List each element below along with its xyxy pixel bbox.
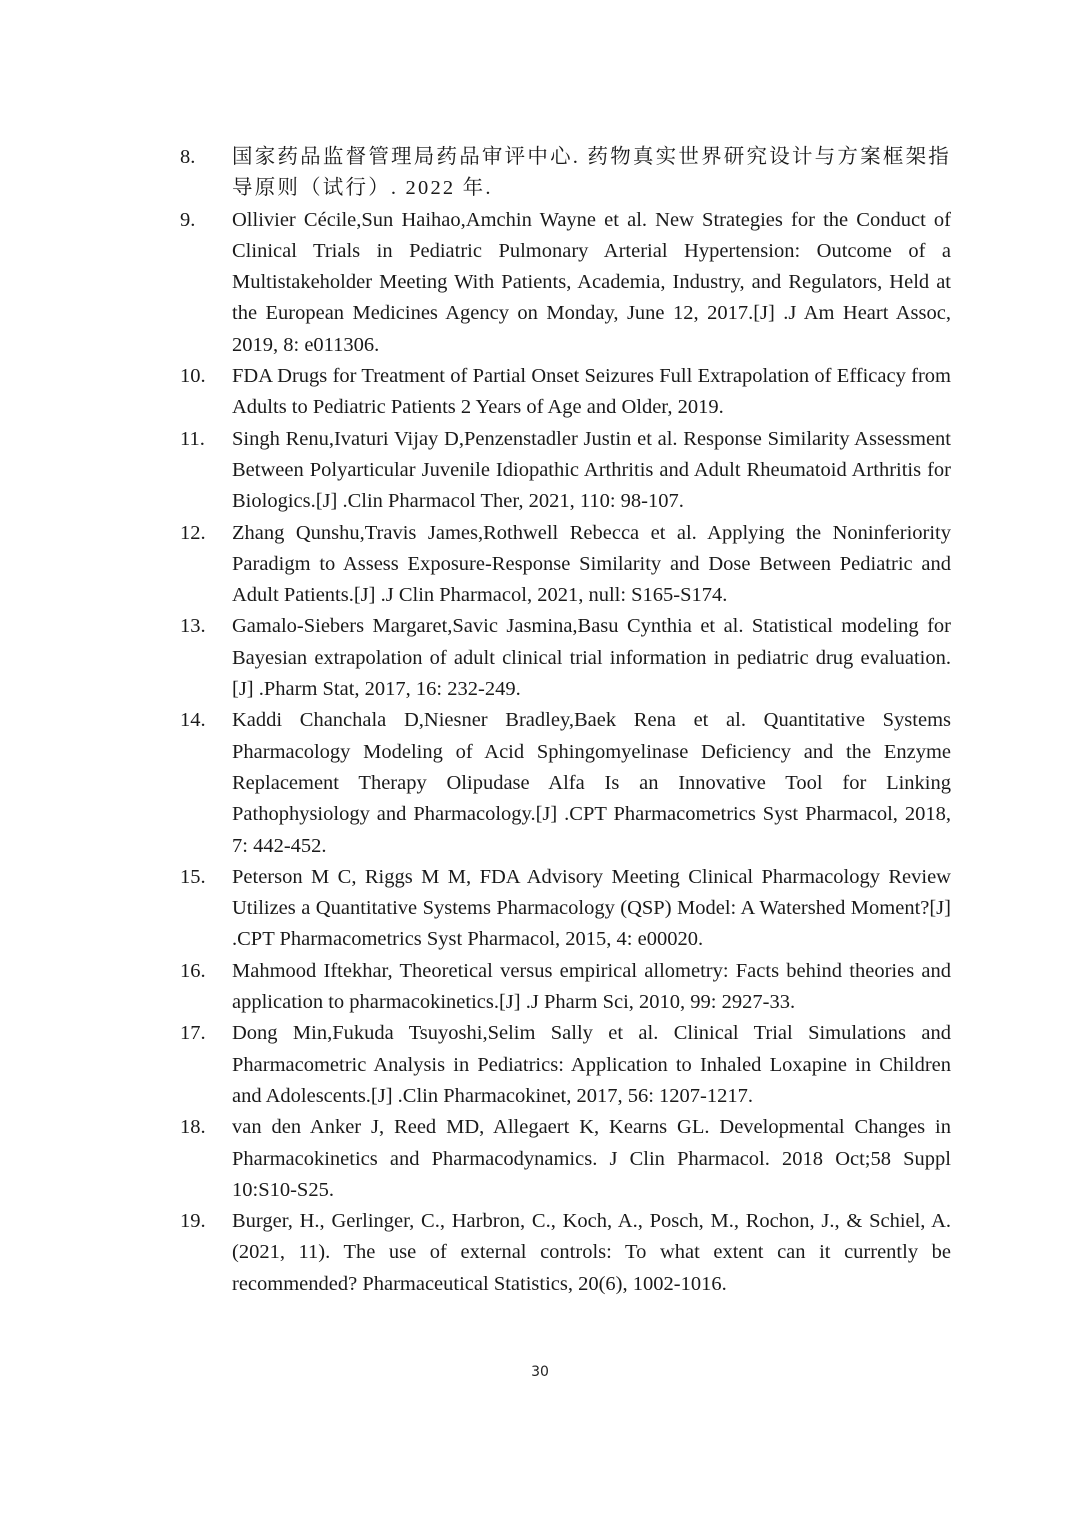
reference-text: Kaddi Chanchala D,Niesner Bradley,Baek Rena et al. Quantitative Systems Pharmacology Modeling of Acid Sphingomyelinase Deficiency and the Enzyme Replacement Therapy Olipudase Alfa Is an Innovative Tool for Linking Pathophysiology and Pharmacology.[J] .CPT Pharmacometrics Syst Pharmacol, 2018, 7: 442-452.	[232, 709, 951, 857]
reference-text: Singh Renu,Ivaturi Vijay D,Penzenstadler Justin et al. Response Similarity Assessment Between Polyarticular Juvenile Idiopathic Arthritis and Adult Rheumatoid Arthritis for Biologics.[J] .Clin Pharmacol Ther, 2021, 110: 98-107.	[232, 427, 951, 513]
reference-item	[180, 142, 951, 205]
reference-item	[180, 862, 951, 956]
reference-number: 11.	[180, 427, 205, 450]
reference-number: 19.	[180, 1210, 206, 1233]
reference-text: FDA Drugs for Treatment of Partial Onset Seizures Full Extrapolation of Efficacy from Adults to Pediatric Patients 2 Years of Age and Older, 2019.	[232, 365, 951, 419]
reference-item	[180, 424, 951, 518]
reference-number: 13.	[180, 615, 206, 638]
reference-number: 15.	[180, 865, 206, 888]
reference-text: Gamalo-Siebers Margaret,Savic Jasmina,Basu Cynthia et al. Statistical modeling for Bayesian extrapolation of adult clinical trial information in pediatric drug evaluation.[J] .Pharm Stat, 2017, 16: 232-249.	[232, 615, 951, 701]
reference-number: 12.	[180, 521, 206, 544]
reference-text: van den Anker J, Reed MD, Allegaert K, Kearns GL. Developmental Changes in Pharmacokinetics and Pharmacodynamics. J Clin Pharmacol. 2018 Oct;58 Suppl 10:S10-S25.	[232, 1116, 951, 1201]
reference-item	[180, 705, 951, 861]
reference-number: 17.	[180, 1022, 206, 1045]
reference-text: 国家药品监督管理局药品审评中心. 药物真实世界研究设计与方案框架指导原则（试行）. 2022 年.	[232, 146, 951, 200]
reference-item	[180, 1018, 951, 1112]
reference-text: Peterson M C, Riggs M M, FDA Advisory Meeting Clinical Pharmacology Review Utilizes a Quantitative Systems Pharmacology (QSP) Model: A Watershed Moment?[J] .CPT Pharmacometrics Syst Pharmacol, 2015, 4: e00020.	[232, 865, 951, 951]
page-number: 30	[531, 1364, 549, 1380]
reference-number: 8.	[180, 146, 196, 168]
reference-text: Mahmood Iftekhar, Theoretical versus empirical allometry: Facts behind theories and application to pharmacokinetics.[J] .J Pharm Sci, 2010, 99: 2927-33.	[232, 959, 951, 1014]
reference-number: 10.	[180, 365, 206, 388]
reference-item	[180, 518, 951, 612]
reference-item	[180, 956, 951, 1019]
reference-text: Zhang Qunshu,Travis James,Rothwell Rebecca et al. Applying the Noninferiority Paradigm to Assess Exposure-Response Similarity and Dose Between Pediatric and Adult Patients.[J] .J Clin Pharmacol, 2021, null: S165-S174.	[232, 521, 951, 607]
reference-list	[180, 142, 951, 1300]
reference-number: 9.	[180, 208, 196, 231]
reference-text: Ollivier Cécile,Sun Haihao,Amchin Wayne et al. New Strategies for the Conduct of Clinical Trials in Pediatric Pulmonary Arterial Hypertension: Outcome of a Multistakeholder Meeting With Patients, Academia, Industry, and Regulators, Held at the European Medicines Agency on Monday, June 12, 2017.[J] .J Am Heart Assoc, 2019, 8: e011306.	[232, 208, 951, 356]
reference-number: 18.	[180, 1116, 206, 1139]
reference-item	[180, 205, 951, 361]
reference-item	[180, 1206, 951, 1300]
reference-item	[180, 611, 951, 705]
reference-number: 16.	[180, 959, 206, 982]
reference-text: Burger, H., Gerlinger, C., Harbron, C., Koch, A., Posch, M., Rochon, J., & Schiel, A. (2021, 11). The use of external controls: To what extent can it currently be recommended? Pharmaceutical Statistics, 20(6), 1002-1016.	[232, 1210, 951, 1295]
reference-item	[180, 1112, 951, 1206]
reference-item	[180, 361, 951, 424]
reference-number: 14.	[180, 709, 206, 732]
reference-text: Dong Min,Fukuda Tsuyoshi,Selim Sally et al. Clinical Trial Simulations and Pharmacometric Analysis in Pediatrics: Application to Inhaled Loxapine in Children and Adolescents.[J] .Clin Pharmacokinet, 2017, 56: 1207-1217.	[232, 1022, 951, 1107]
